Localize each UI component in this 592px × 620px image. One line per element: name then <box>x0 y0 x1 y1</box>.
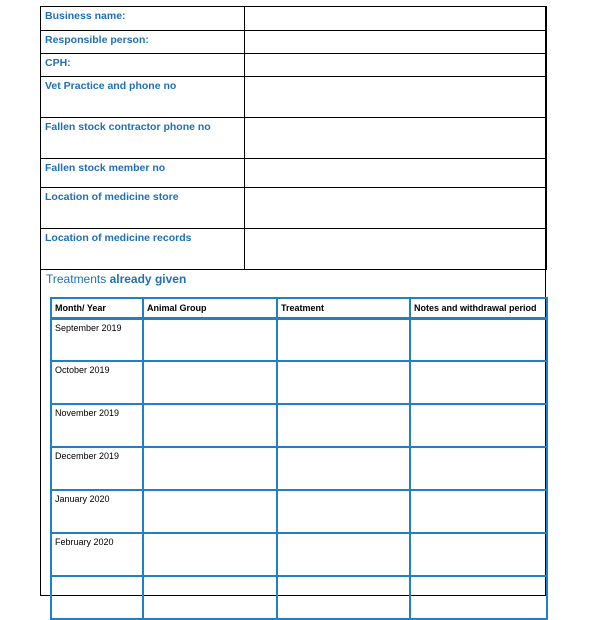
animal-group-cell[interactable] <box>143 490 277 533</box>
notes-cell[interactable] <box>410 447 547 490</box>
animal-group-cell[interactable] <box>143 533 277 576</box>
treatment-cell[interactable] <box>277 576 410 619</box>
cph-field[interactable] <box>245 54 547 77</box>
treatments-heading <box>46 272 186 286</box>
vet-practice-field[interactable] <box>245 77 547 118</box>
treatment-cell[interactable] <box>277 318 410 361</box>
business-name-field[interactable] <box>245 7 547 31</box>
treatments-table <box>50 297 548 620</box>
details-row <box>41 31 547 54</box>
fallen-stock-member-label: Fallen stock member no <box>41 159 245 188</box>
month-cell: November 2019 <box>51 404 143 447</box>
table-row <box>51 576 547 619</box>
table-row <box>51 447 547 490</box>
animal-group-cell[interactable] <box>143 447 277 490</box>
table-row <box>51 404 547 447</box>
table-row <box>51 533 547 576</box>
medicine-records-label: Location of medicine records <box>41 229 245 270</box>
treatments-heading-bold: already given <box>109 272 187 286</box>
responsible-person-label: Responsible person: <box>41 31 245 54</box>
month-cell: February 2020 <box>51 533 143 576</box>
month-cell: September 2019 <box>51 318 143 361</box>
notes-cell[interactable] <box>410 404 547 447</box>
details-row <box>41 54 547 77</box>
fallen-stock-contractor-field[interactable] <box>245 118 547 159</box>
medicine-store-label: Location of medicine store <box>41 188 245 229</box>
month-year-header: Month/ Year <box>51 298 143 318</box>
fallen-stock-contractor-label: Fallen stock contractor phone no <box>41 118 245 159</box>
animal-group-cell[interactable] <box>143 361 277 404</box>
animal-group-cell[interactable] <box>143 576 277 619</box>
animal-group-header: Animal Group <box>143 298 277 318</box>
medicine-store-field[interactable] <box>245 188 547 229</box>
details-row <box>41 229 547 270</box>
details-table <box>40 6 547 270</box>
details-row <box>41 118 547 159</box>
notes-cell[interactable] <box>410 490 547 533</box>
month-cell: December 2019 <box>51 447 143 490</box>
details-row <box>41 159 547 188</box>
animal-group-cell[interactable] <box>143 318 277 361</box>
treatment-cell[interactable] <box>277 447 410 490</box>
cph-label: CPH: <box>41 54 245 77</box>
notes-cell[interactable] <box>410 361 547 404</box>
notes-cell[interactable] <box>410 318 547 361</box>
business-name-label: Business name: <box>41 7 245 31</box>
treatments-heading-normal: Treatments <box>46 272 110 286</box>
month-cell: October 2019 <box>51 361 143 404</box>
details-row <box>41 188 547 229</box>
treatment-cell[interactable] <box>277 361 410 404</box>
medicine-records-field[interactable] <box>245 229 547 270</box>
month-cell <box>51 576 143 619</box>
table-row <box>51 361 547 404</box>
treatment-cell[interactable] <box>277 533 410 576</box>
details-row <box>41 7 547 31</box>
treatment-cell[interactable] <box>277 404 410 447</box>
responsible-person-field[interactable] <box>245 31 547 54</box>
treatment-header: Treatment <box>277 298 410 318</box>
fallen-stock-member-field[interactable] <box>245 159 547 188</box>
table-row <box>51 318 547 361</box>
notes-cell[interactable] <box>410 533 547 576</box>
notes-header: Notes and withdrawal period <box>410 298 547 318</box>
animal-group-cell[interactable] <box>143 404 277 447</box>
vet-practice-label: Vet Practice and phone no <box>41 77 245 118</box>
month-cell: January 2020 <box>51 490 143 533</box>
details-row <box>41 77 547 118</box>
notes-cell[interactable] <box>410 576 547 619</box>
treatment-cell[interactable] <box>277 490 410 533</box>
table-row <box>51 490 547 533</box>
treatments-header-row <box>51 298 547 318</box>
